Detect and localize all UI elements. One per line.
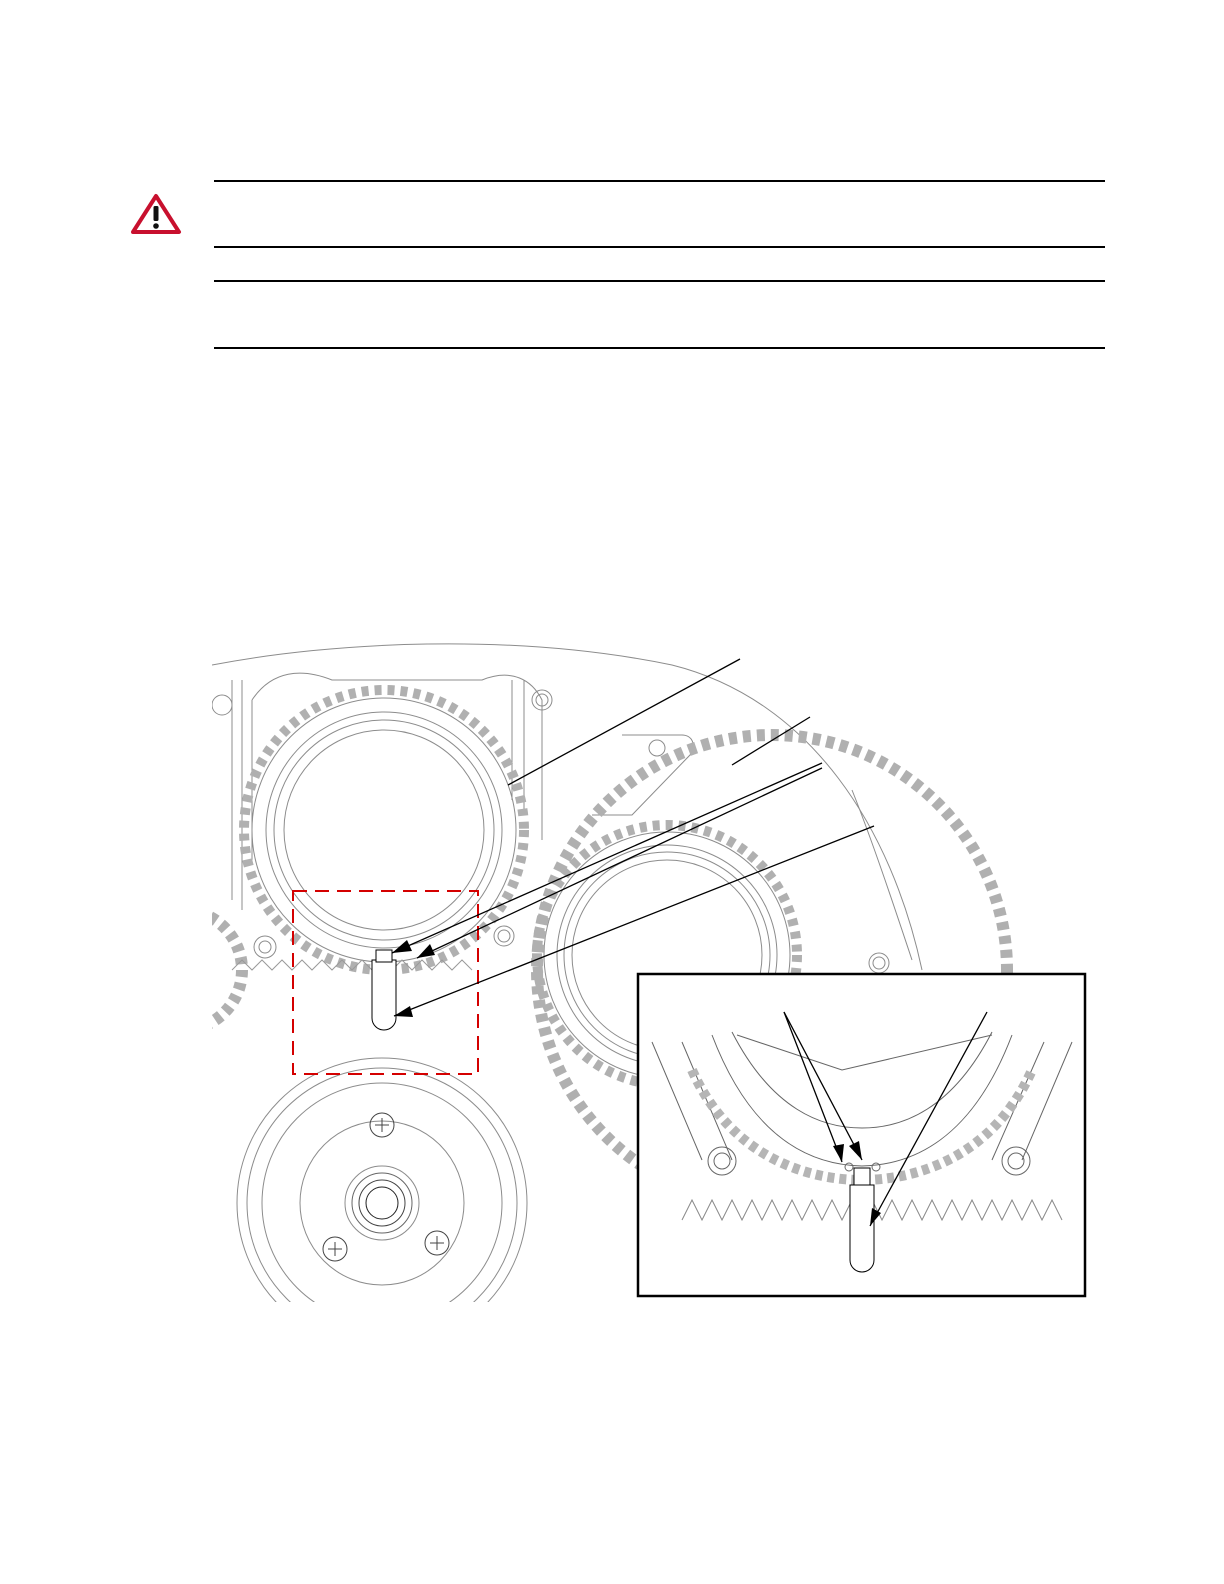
left-spur-gear-teeth	[212, 910, 242, 1030]
housing-hole	[649, 740, 665, 756]
gear-drawing	[212, 640, 1124, 1310]
warning-triangle-icon	[130, 193, 182, 235]
warning-top-rule	[214, 180, 1105, 182]
note-top-rule	[214, 280, 1105, 282]
callout-arrowheads	[392, 940, 435, 1017]
bottom-pulley	[237, 1058, 527, 1310]
gear-assembly-figure	[212, 640, 1124, 1310]
warning-bottom-rule	[214, 246, 1105, 248]
housing-inner	[252, 673, 542, 860]
inset-detail-view	[638, 974, 1085, 1296]
note-bottom-rule	[214, 347, 1105, 349]
alignment-pin	[372, 950, 396, 1030]
housing-outline	[212, 644, 922, 970]
inset-alignment-pin	[850, 1168, 874, 1272]
